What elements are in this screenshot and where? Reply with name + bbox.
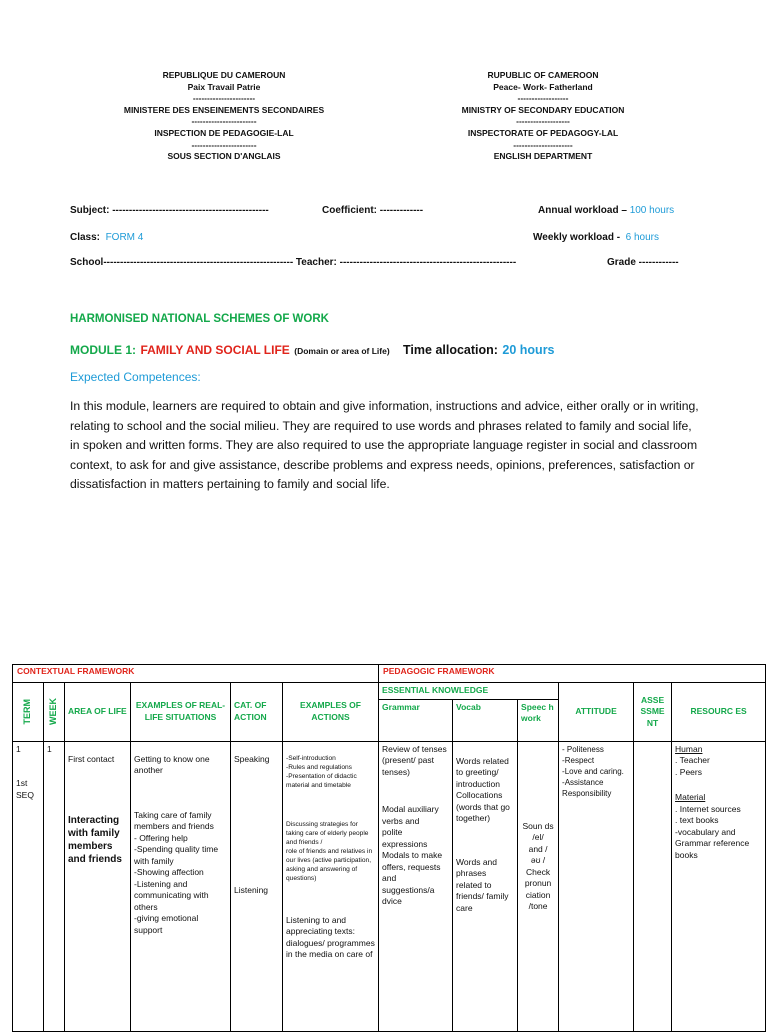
- grade-field: Grade ------------: [607, 257, 679, 268]
- header-right-line: INSPECTORATE OF PEDAGOGY-LAL: [467, 127, 619, 138]
- vocab-header: Vocab: [453, 699, 518, 741]
- weekly-workload-label: Weekly workload -: [533, 232, 621, 243]
- header-right-line: Peace- Work- Fatherland: [493, 81, 593, 92]
- header-right-line: -------------------: [516, 116, 570, 127]
- examples-real-life-header: EXAMPLES OF REAL-LIFE SITUATIONS: [131, 683, 231, 742]
- header-left-line: REPUBLIQUE DU CAMEROUN: [162, 70, 286, 80]
- class-field: [70, 232, 143, 243]
- vocab-2: Words and phrases related to friends/ family care: [456, 856, 509, 913]
- header-left-line: Paix Travail Patrie: [187, 81, 261, 92]
- speech-work-text: Soun ds /el/ and / əʊ / Check pronun ciation /tone: [522, 820, 554, 911]
- category-of-action-header: CAT. OF ACTION: [231, 683, 283, 742]
- assessment-cell: [634, 741, 672, 1031]
- area-first-contact: First contact: [68, 753, 115, 764]
- grammar-header: Grammar: [379, 699, 453, 741]
- header-right-line: ------------------: [517, 93, 569, 104]
- actions-2: Discussing strategies for taking care of elderly people and friends / role of friends and relatives in our lives (active participation, asking and answering of questions): [286, 820, 373, 882]
- attitude-cell: - Politeness -Respect -Love and caring. -Assistance Responsibility: [559, 741, 634, 1031]
- pedagogic-framework-header: PEDAGOGIC FRAMEWORK: [379, 665, 766, 683]
- expected-competences-label: Expected Competences:: [70, 370, 201, 384]
- header-right-line: MINISTRY OF SECONDARY EDUCATION: [461, 104, 625, 115]
- header-left-line: MINISTERE DES ENSEINEMENTS SECONDAIRES: [123, 104, 325, 115]
- school-teacher-field: School--------------------------------------------------------- Teacher: -----------------------------------------------------: [70, 257, 517, 268]
- header-right-line: ---------------------: [513, 139, 573, 150]
- resources-human-items: . Teacher . Peers: [675, 755, 710, 777]
- document-title: HARMONISED NATIONAL SCHEMES OF WORK: [70, 313, 329, 325]
- contextual-framework-header: CONTEXTUAL FRAMEWORK: [13, 665, 379, 683]
- class-label: Class:: [70, 232, 101, 243]
- resources-cell: [672, 741, 766, 1031]
- weekly-workload: [533, 232, 659, 243]
- examples-of-actions-header: EXAMPLES OF ACTIONS: [283, 683, 379, 742]
- grammar-2: Modal auxiliary verbs and polite expressions Modals to make offers, requests and suggestions/a dvice: [382, 804, 443, 906]
- category-listening: Listening: [234, 885, 269, 895]
- module-line: [70, 341, 555, 359]
- weekly-workload-value: 6 hours: [625, 232, 659, 243]
- header-right-line: RUPUBLIC OF CAMEROON: [487, 70, 599, 80]
- speech-work-header: Speec h work: [518, 699, 559, 741]
- module-domain: (Domain or area of Life): [294, 346, 390, 356]
- header-left-line: SOUS SECTION D'ANGLAIS: [167, 151, 281, 162]
- subject-field: Subject: -----------------------------------------------: [70, 205, 269, 216]
- grammar-cell: [379, 741, 453, 1031]
- resources-material-items: . Internet sources . text books -vocabulary and Grammar reference books: [675, 803, 750, 860]
- annual-workload-value: 100 hours: [629, 205, 675, 216]
- annual-workload: [538, 205, 674, 216]
- actions-1: -Self-introduction -Rules and regulations -Presentation of didactic material and timetable: [286, 754, 357, 789]
- coefficient-field: Coefficient: -------------: [322, 205, 424, 216]
- essential-knowledge-header: ESSENTIAL KNOWLEDGE: [379, 683, 559, 700]
- header-left-line: ----------------------: [192, 93, 256, 104]
- real-life-cell: [131, 741, 231, 1031]
- speech-work-cell: [518, 741, 559, 1031]
- category-speaking: Speaking: [234, 753, 270, 764]
- time-allocation-value: 20 hours: [502, 343, 555, 357]
- vocab-cell: [453, 741, 518, 1031]
- grammar-1: Review of tenses (present/ past tenses): [382, 743, 447, 777]
- resources-header: RESOURC ES: [672, 683, 766, 742]
- class-value: FORM 4: [105, 232, 144, 243]
- time-allocation-label: Time allocation:: [403, 343, 498, 357]
- header-right: [428, 70, 658, 163]
- week-header: WEEK: [44, 683, 65, 742]
- category-cell: [231, 741, 283, 1031]
- attitude-header: ATTITUDE: [559, 683, 634, 742]
- resources-material-label: Material: [675, 792, 706, 802]
- header-left-line: -----------------------: [191, 139, 257, 150]
- header-left-line: INSPECTION DE PEDAGOGIE-LAL: [154, 127, 294, 138]
- area-interacting: Interacting with family members and friends: [68, 815, 122, 865]
- competences-paragraph: In this module, learners are required to obtain and give information, instructions and advice, either orally or in writing, relating to school and the social milieu. They are required to use words and phrases related to family and social life, in spoken and written forms. They are also required to use the appropriate language register in social and classroom context, to ask for and give assistance, describe problems and express needs, opinions, preferences, satisfaction or dissatisfaction in matters pertaining to family and social life.: [70, 399, 699, 492]
- real-life-2: Taking care of family members and friends - Offering help -Spending quality time with family -Showing affection -Listening and communicating with others -giving emotional support: [134, 809, 219, 935]
- header-left: [109, 70, 339, 163]
- scheme-of-work-table: [12, 664, 766, 1032]
- term-header: TERM: [13, 683, 44, 742]
- area-of-life-header: AREA OF LIFE: [65, 683, 131, 742]
- module-name: FAMILY AND SOCIAL LIFE: [140, 343, 290, 357]
- resources-human-label: Human: [675, 743, 703, 754]
- annual-workload-label: Annual workload –: [538, 205, 627, 216]
- header-left-line: -----------------------: [191, 116, 257, 127]
- actions-cell: [283, 741, 379, 1031]
- header-right-line: ENGLISH DEPARTMENT: [493, 151, 593, 162]
- assessment-header: ASSE SSME NT: [634, 683, 672, 742]
- area-cell: [65, 741, 131, 1031]
- actions-3: Listening to and appreciating texts: dialogues/ programmes in the media on care of: [286, 914, 375, 959]
- real-life-1: Getting to know one another: [134, 753, 210, 775]
- vocab-1: Words related to greeting/ introduction Collocations (words that go together): [456, 755, 510, 823]
- module-prefix: MODULE 1:: [70, 343, 136, 357]
- week-cell: 1: [44, 741, 65, 1031]
- term-cell: 1 1st SEQ: [13, 741, 44, 1031]
